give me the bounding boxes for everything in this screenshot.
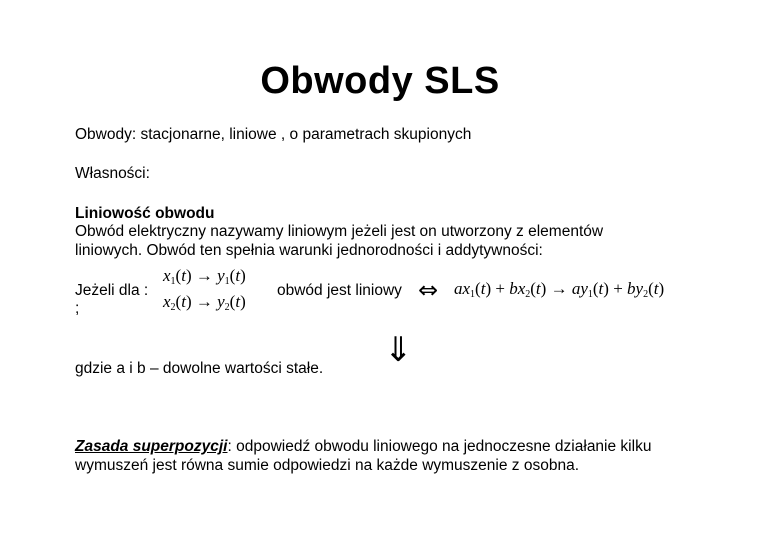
circuit-linear-label: obwód jest liniowy: [277, 282, 402, 299]
superposition-line-1: [75, 437, 651, 457]
mapping-formula-1: $x_1(t) \to y_1(t)$: [163, 266, 246, 287]
linearity-heading: Liniowość obwodu: [75, 205, 215, 222]
mapping-formula-2: $x_2(t) \to y_2(t)$: [163, 292, 246, 313]
down-double-arrow-icon: ⇓: [384, 330, 413, 370]
left-right-double-arrow-icon: ⇔: [418, 276, 439, 304]
slide-title: Obwody SLS: [260, 60, 500, 102]
linearity-definition-line-1: Obwód elektryczny nazywamy liniowym jeżeli jest on utworzony z elementów: [75, 223, 604, 240]
circuit-types-line: Obwody: stacjonarne, liniowe , o parametrach skupionych: [75, 126, 472, 143]
superposition-line-2: wymuszeń jest równa sumie odpowiedzi na każde wymuszenie z osobna.: [75, 457, 579, 474]
properties-label: Własności:: [75, 165, 150, 182]
if-for-label: Jeżeli dla :: [75, 282, 149, 299]
superposition-text-1: : odpowiedź obwodu liniowego na jednoczesne działanie kilku: [227, 438, 652, 455]
semicolon: ;: [75, 300, 80, 317]
superposition-heading: Zasada superpozycji: [75, 438, 228, 455]
linear-combination-formula: $ax_1(t) + bx_2(t) \to ay_1(t) + by_2(t)$: [454, 279, 665, 300]
constants-note: gdzie a i b – dowolne wartości stałe.: [75, 360, 324, 377]
linearity-definition-line-2: liniowych. Obwód ten spełnia warunki jednorodności i addytywności:: [75, 242, 543, 259]
